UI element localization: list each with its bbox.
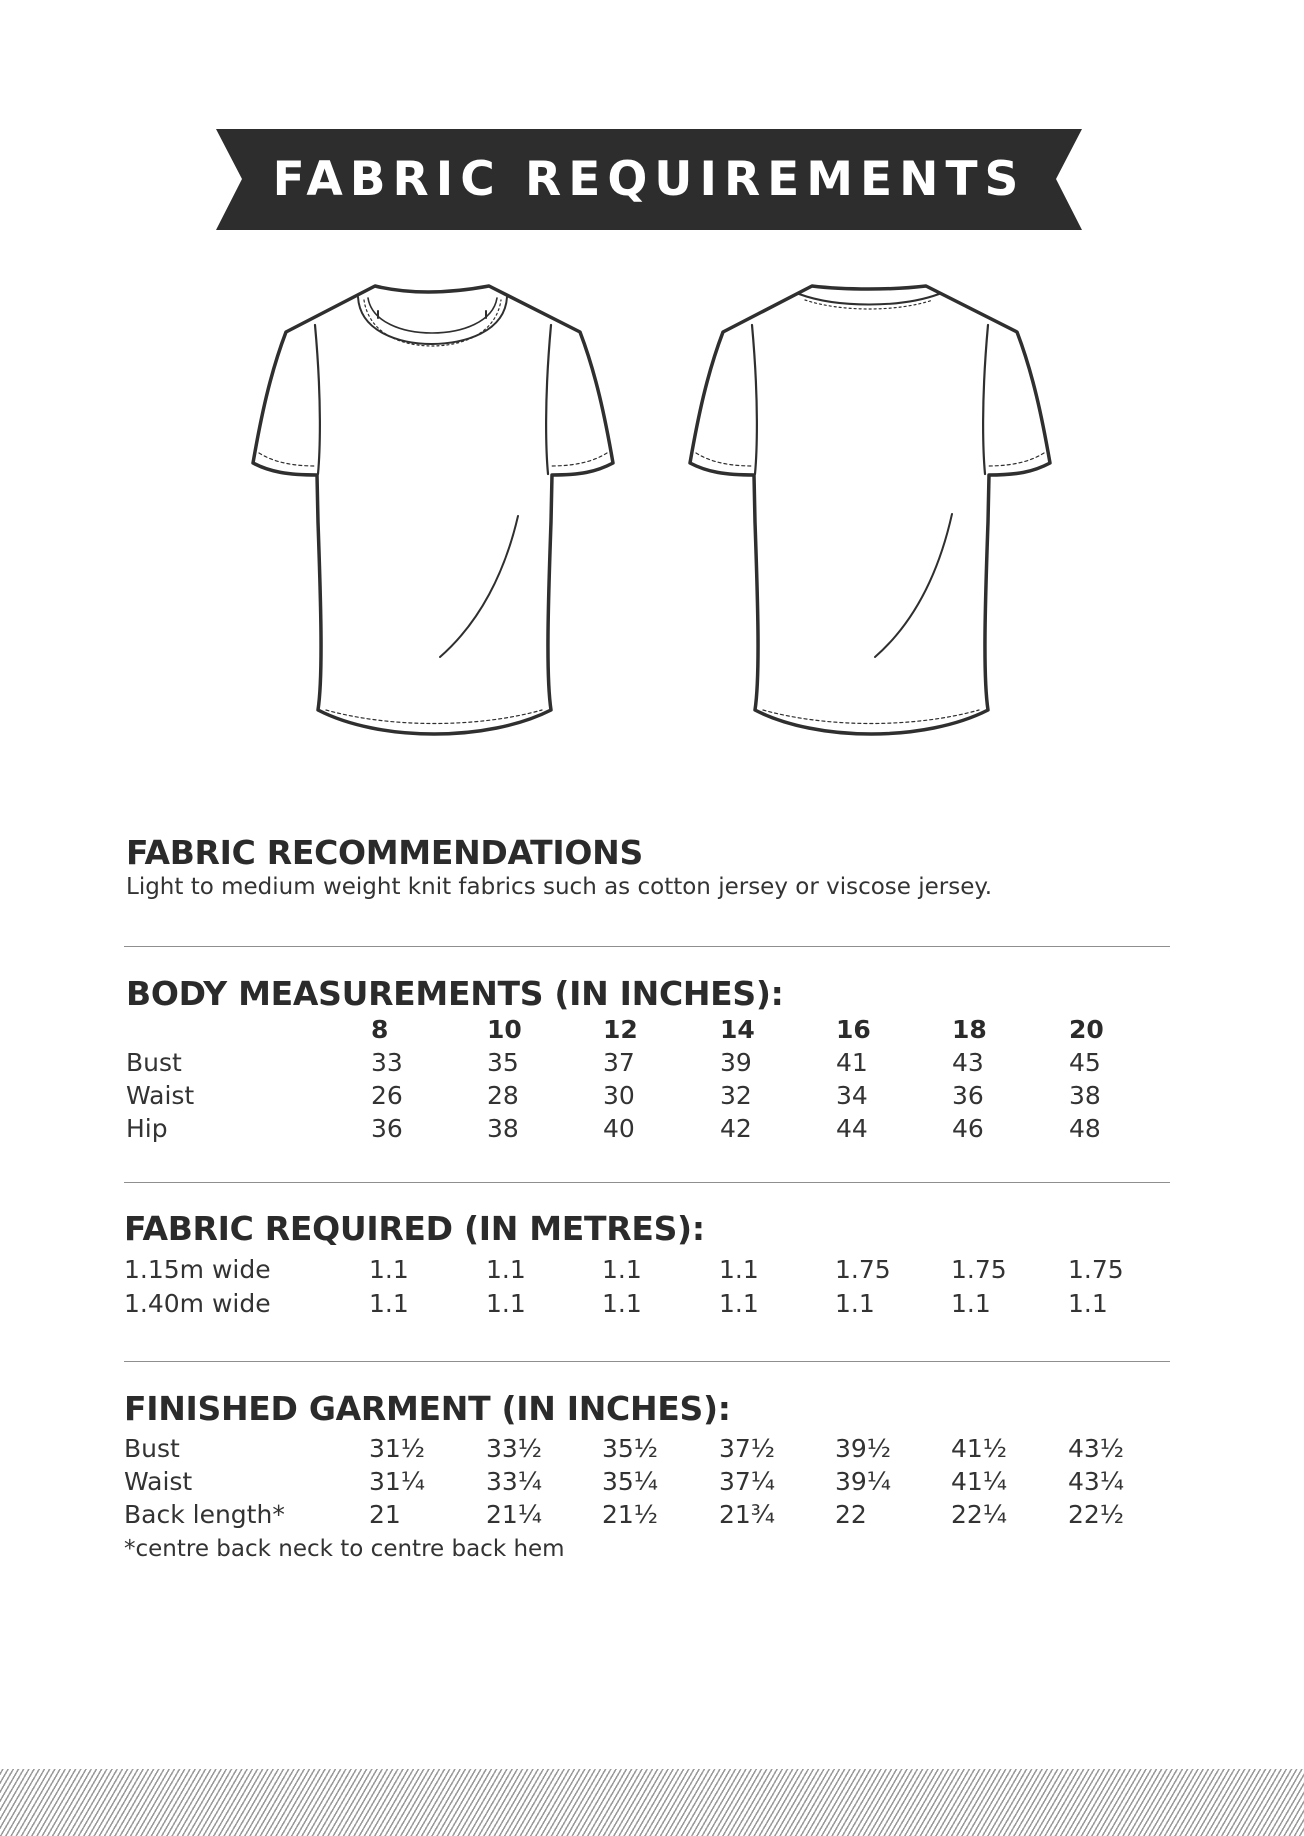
fabric-required-heading: FABRIC REQUIRED (IN METRES): xyxy=(124,1209,705,1248)
size-header-row xyxy=(0,1015,1304,1047)
row-label: Hip xyxy=(126,1114,168,1143)
finished-garment-heading: FINISHED GARMENT (IN INCHES): xyxy=(124,1389,731,1428)
table-cell: 38 xyxy=(487,1114,519,1143)
row-label: Waist xyxy=(124,1467,193,1496)
table-cell: 37½ xyxy=(719,1434,776,1463)
tshirt-front-illustration xyxy=(250,282,616,752)
table-cell: 1.75 xyxy=(835,1255,891,1284)
table-cell: 32 xyxy=(720,1081,752,1110)
table-cell: 1.1 xyxy=(719,1255,759,1284)
table-cell: 1.1 xyxy=(486,1255,526,1284)
table-cell: 22½ xyxy=(1068,1500,1125,1529)
table-row xyxy=(0,1081,1304,1113)
table-cell: 1.1 xyxy=(486,1289,526,1318)
table-cell: 31¼ xyxy=(369,1467,426,1496)
table-cell: 1.1 xyxy=(951,1289,991,1318)
table-row xyxy=(0,1467,1304,1499)
fabric-recommendations-text: Light to medium weight knit fabrics such as cotton jersey or viscose jersey. xyxy=(126,874,993,900)
row-label: Waist xyxy=(126,1081,195,1110)
table-cell: 35 xyxy=(487,1048,519,1077)
title-banner xyxy=(216,129,1082,230)
table-cell: 33½ xyxy=(486,1434,543,1463)
table-cell: 21¾ xyxy=(719,1500,776,1529)
table-cell: 40 xyxy=(603,1114,635,1143)
row-label: Bust xyxy=(126,1048,182,1077)
table-cell: 48 xyxy=(1069,1114,1101,1143)
table-cell: 36 xyxy=(371,1114,403,1143)
table-cell: 43¼ xyxy=(1068,1467,1125,1496)
table-cell: 1.1 xyxy=(835,1289,875,1318)
table-cell: 44 xyxy=(836,1114,868,1143)
table-cell: 41¼ xyxy=(951,1467,1008,1496)
table-cell: 43½ xyxy=(1068,1434,1125,1463)
table-cell: 42 xyxy=(720,1114,752,1143)
row-label: Back length* xyxy=(124,1500,285,1529)
table-cell: 21½ xyxy=(602,1500,659,1529)
size-label: 10 xyxy=(487,1015,522,1044)
row-label: 1.15m wide xyxy=(124,1255,271,1284)
table-cell: 38 xyxy=(1069,1081,1101,1110)
table-cell: 30 xyxy=(603,1081,635,1110)
table-cell: 1.1 xyxy=(602,1289,642,1318)
table-cell: 39½ xyxy=(835,1434,892,1463)
table-cell: 1.1 xyxy=(719,1289,759,1318)
table-cell: 1.75 xyxy=(1068,1255,1124,1284)
page-title: FABRIC REQUIREMENTS xyxy=(272,152,1026,207)
table-cell: 35¼ xyxy=(602,1467,659,1496)
table-row xyxy=(0,1048,1304,1080)
table-cell: 26 xyxy=(371,1081,403,1110)
body-measurements-heading: BODY MEASUREMENTS (IN INCHES): xyxy=(126,974,784,1013)
row-label: 1.40m wide xyxy=(124,1289,271,1318)
table-row xyxy=(0,1114,1304,1146)
table-cell: 31½ xyxy=(369,1434,426,1463)
table-cell: 22 xyxy=(835,1500,867,1529)
table-cell: 28 xyxy=(487,1081,519,1110)
section-divider xyxy=(124,1182,1170,1183)
table-row xyxy=(0,1500,1304,1532)
table-cell: 1.75 xyxy=(951,1255,1007,1284)
section-divider xyxy=(124,1361,1170,1362)
table-cell: 39¼ xyxy=(835,1467,892,1496)
size-label: 12 xyxy=(603,1015,638,1044)
table-row xyxy=(0,1289,1304,1321)
table-cell: 41 xyxy=(836,1048,868,1077)
table-cell: 33 xyxy=(371,1048,403,1077)
table-cell: 41½ xyxy=(951,1434,1008,1463)
table-row xyxy=(0,1434,1304,1466)
table-cell: 37 xyxy=(603,1048,635,1077)
size-label: 14 xyxy=(720,1015,755,1044)
fabric-recommendations-heading: FABRIC RECOMMENDATIONS xyxy=(126,833,643,872)
table-cell: 46 xyxy=(952,1114,984,1143)
tshirt-back-illustration xyxy=(687,282,1053,752)
table-cell: 21¼ xyxy=(486,1500,543,1529)
table-cell: 22¼ xyxy=(951,1500,1008,1529)
size-label: 16 xyxy=(836,1015,871,1044)
table-cell: 45 xyxy=(1069,1048,1101,1077)
section-divider xyxy=(124,946,1170,947)
size-label: 20 xyxy=(1069,1015,1104,1044)
table-cell: 1.1 xyxy=(602,1255,642,1284)
table-cell: 35½ xyxy=(602,1434,659,1463)
table-cell: 1.1 xyxy=(1068,1289,1108,1318)
size-label: 18 xyxy=(952,1015,987,1044)
table-row xyxy=(0,1255,1304,1287)
size-label: 8 xyxy=(371,1015,389,1044)
table-cell: 43 xyxy=(952,1048,984,1077)
table-cell: 1.1 xyxy=(369,1255,409,1284)
table-cell: 39 xyxy=(720,1048,752,1077)
row-label: Bust xyxy=(124,1434,180,1463)
table-cell: 1.1 xyxy=(369,1289,409,1318)
table-cell: 21 xyxy=(369,1500,401,1529)
table-cell: 36 xyxy=(952,1081,984,1110)
footnote: *centre back neck to centre back hem xyxy=(124,1536,565,1562)
table-cell: 37¼ xyxy=(719,1467,776,1496)
striped-footer-border xyxy=(0,1769,1304,1836)
table-cell: 33¼ xyxy=(486,1467,543,1496)
table-cell: 34 xyxy=(836,1081,868,1110)
